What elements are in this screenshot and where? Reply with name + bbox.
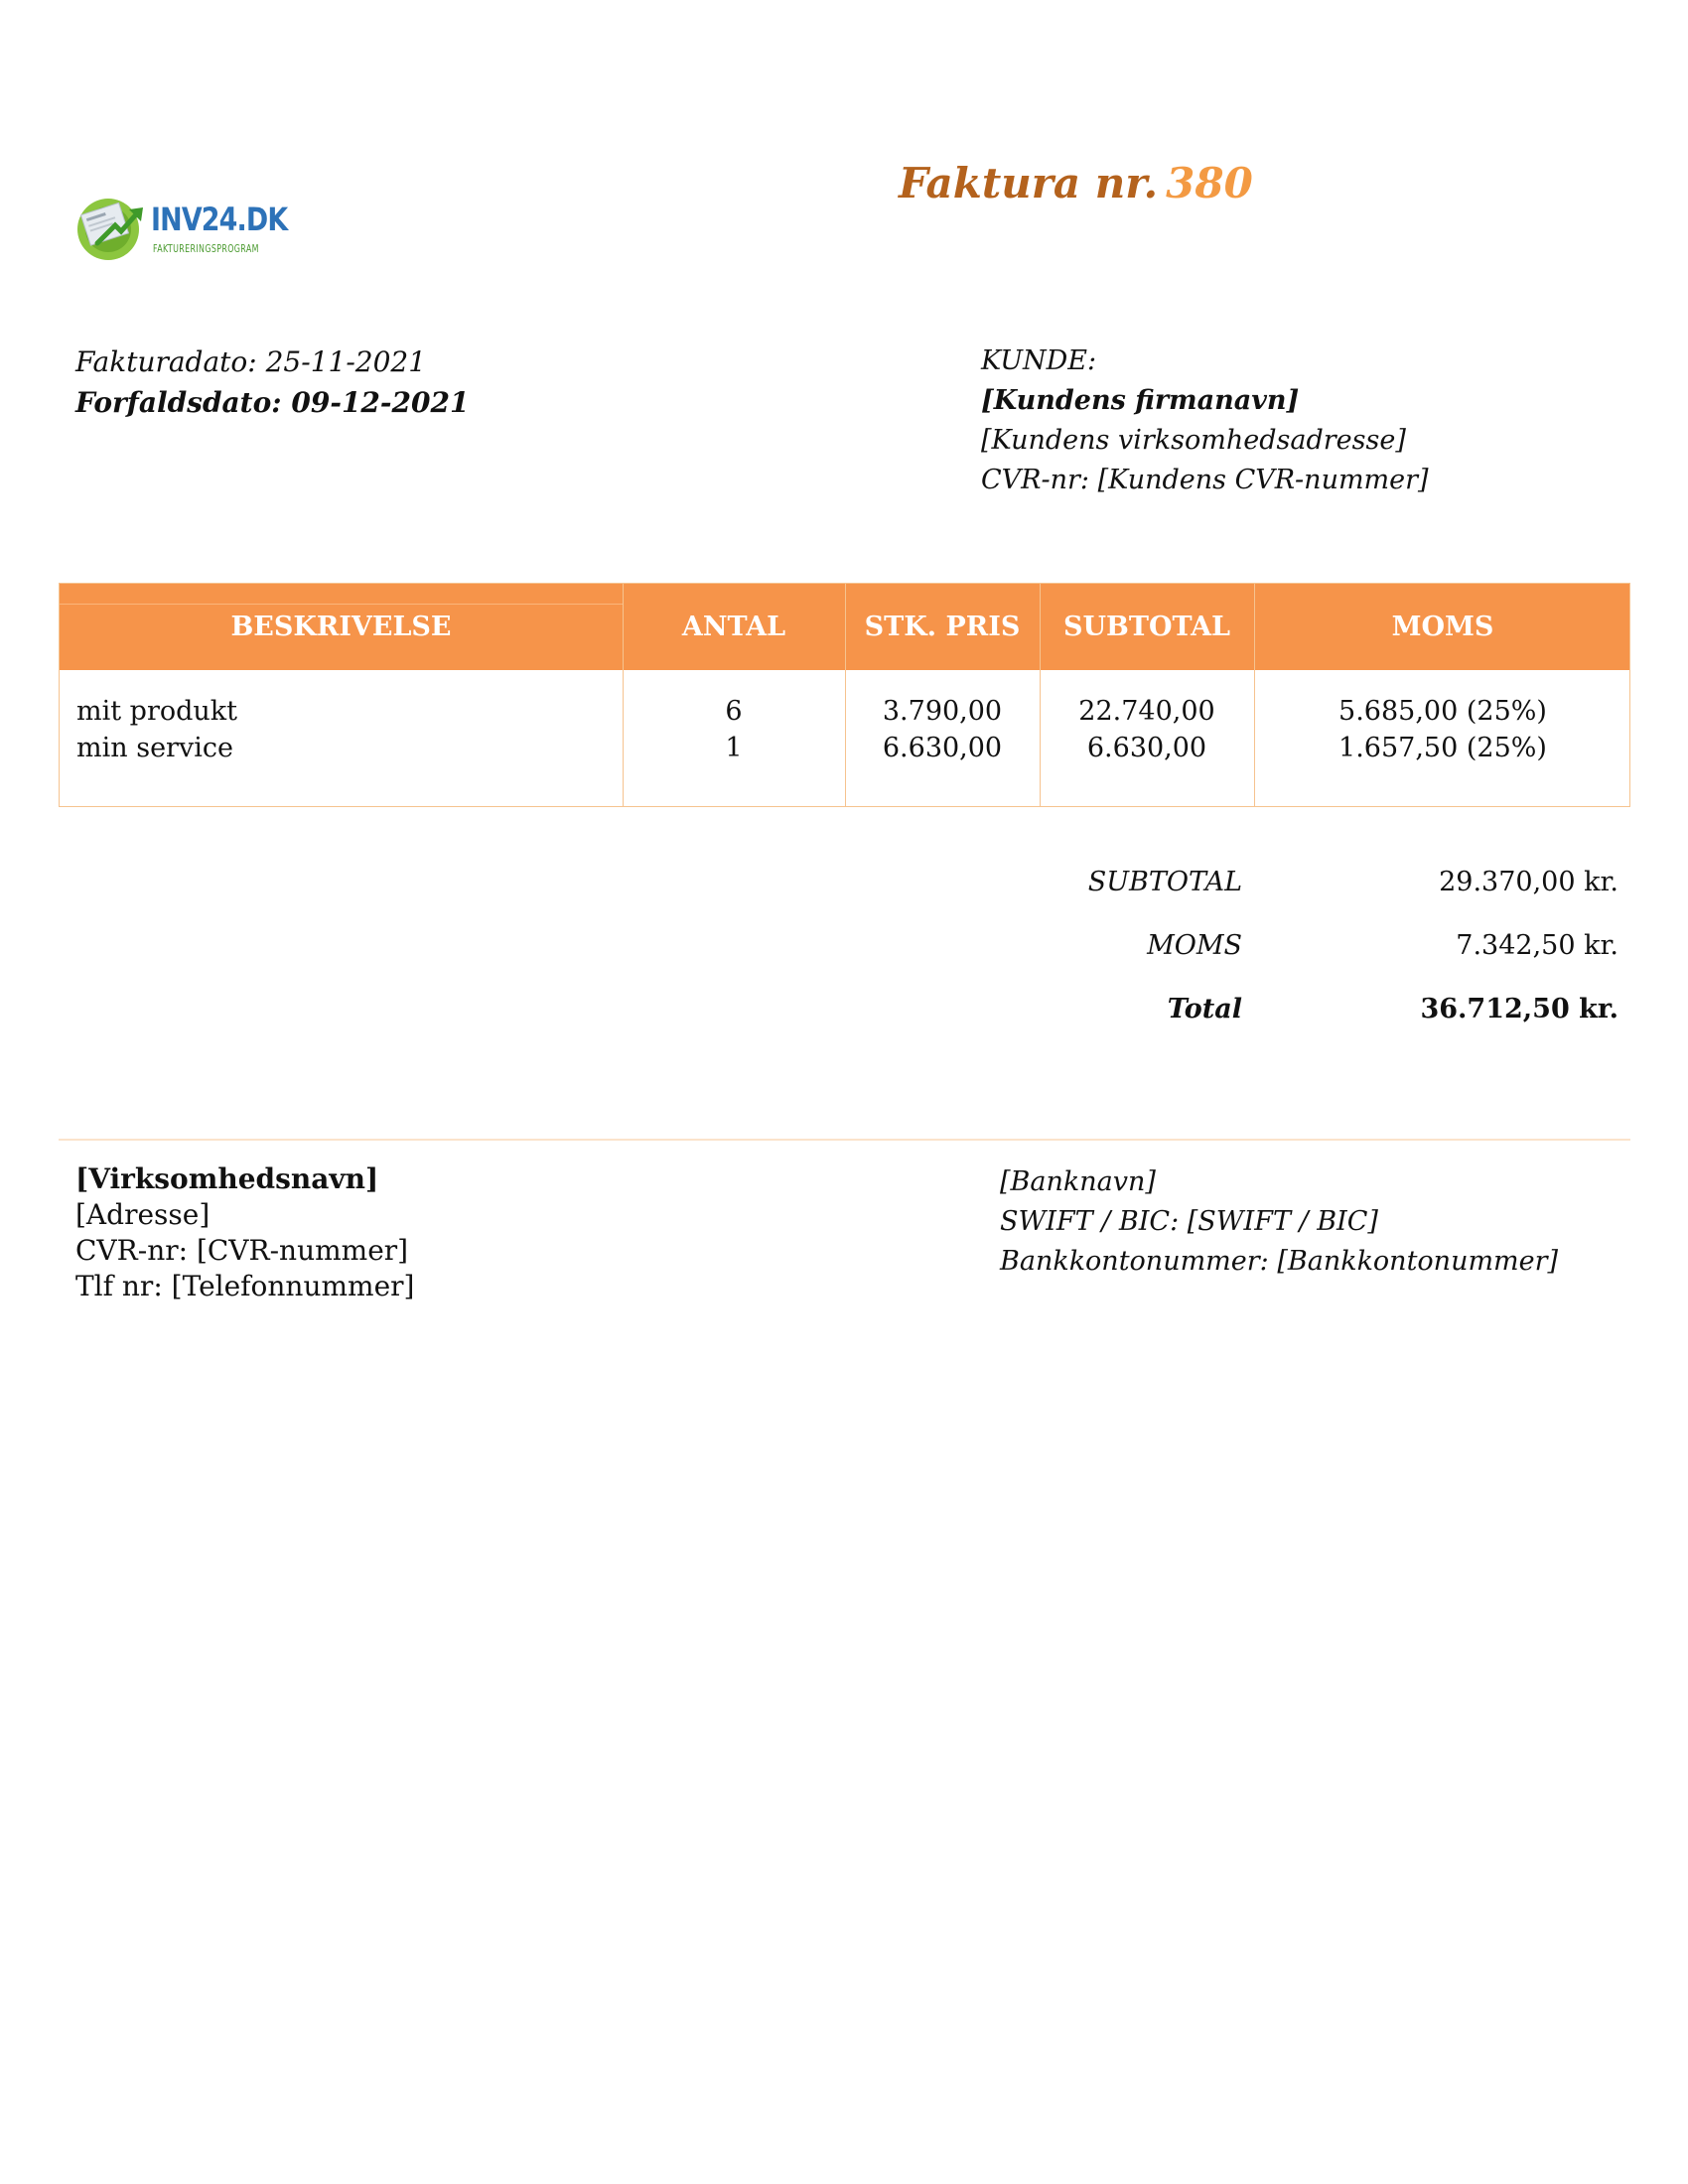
- quantity-value: 1: [725, 733, 743, 763]
- quantity-cell: [623, 693, 845, 766]
- document-arrow-icon: [75, 192, 151, 263]
- invoice-dates: [75, 341, 469, 423]
- sender-company: [Virksomhedsnavn]: [75, 1162, 379, 1195]
- due-date: Forfaldsdato: 09-12-2021: [75, 386, 470, 419]
- sender-phone: Tlf nr: [Telefonnummer]: [75, 1270, 415, 1302]
- unit-price-cell: [845, 693, 1040, 766]
- bank-name: [Banknavn]: [1000, 1166, 1156, 1197]
- unit-price-value: 6.630,00: [882, 733, 1003, 763]
- table-row: min service: [76, 733, 233, 763]
- bank-block: [1000, 1162, 1558, 1282]
- total-amount: 36.712,50 kr.: [1420, 994, 1618, 1024]
- column-header-subtotal: SUBTOTAL: [1062, 612, 1231, 642]
- logo-brand: INV24.DK: [151, 201, 288, 238]
- bank-account: Bankkontonummer: [Bankkontonummer]: [1000, 1246, 1559, 1277]
- customer-heading: KUNDE:: [981, 345, 1097, 376]
- logo-tagline: FAKTURERINGSPROGRAM: [153, 242, 259, 255]
- subtotal-cell: [1040, 693, 1254, 766]
- invoice-title: [899, 159, 1253, 207]
- line-items-table: [59, 583, 1630, 807]
- table-row: mit produkt: [76, 696, 237, 727]
- description-cell: [76, 693, 237, 766]
- column-header-vat: MOMS: [1391, 612, 1494, 642]
- quantity-value: 6: [725, 696, 743, 727]
- invoice-title-label: Faktura nr.: [899, 159, 1159, 207]
- column-header-description: BESKRIVELSE: [230, 612, 452, 642]
- vat-amount: 7.342,50 kr.: [1456, 930, 1618, 961]
- subtotal-value: 22.740,00: [1078, 696, 1215, 727]
- bank-swift: SWIFT / BIC: [SWIFT / BIC]: [1000, 1206, 1378, 1237]
- column-header-quantity: ANTAL: [681, 612, 786, 642]
- customer-address: [Kundens virksomhedsadresse]: [981, 425, 1406, 456]
- unit-price-value: 3.790,00: [882, 696, 1003, 727]
- invoice-date: Fakturadato: 25-11-2021: [75, 345, 427, 378]
- sender-cvr: CVR-nr: [CVR-nummer]: [75, 1234, 409, 1267]
- footer-divider: [59, 1139, 1630, 1141]
- vat-cell: [1254, 693, 1631, 766]
- sender-block: [75, 1161, 414, 1304]
- vat-value: 1.657,50 (25%): [1338, 733, 1547, 763]
- company-logo: [75, 192, 288, 263]
- total-label: Total: [1167, 994, 1242, 1024]
- vat-value: 5.685,00 (25%): [1338, 696, 1547, 727]
- subtotal-label: SUBTOTAL: [1087, 867, 1242, 897]
- invoice-number: 380: [1166, 159, 1253, 207]
- column-header-unit-price: STK. PRIS: [864, 612, 1021, 642]
- customer-company: [Kundens firmanavn]: [981, 385, 1300, 416]
- subtotal-value: 6.630,00: [1086, 733, 1207, 763]
- sender-address: [Adresse]: [75, 1198, 211, 1231]
- subtotal-amount: 29.370,00 kr.: [1439, 867, 1618, 897]
- customer-block: [981, 341, 1429, 500]
- customer-cvr: CVR-nr: [Kundens CVR-nummer]: [981, 465, 1429, 495]
- vat-label: MOMS: [1147, 930, 1242, 961]
